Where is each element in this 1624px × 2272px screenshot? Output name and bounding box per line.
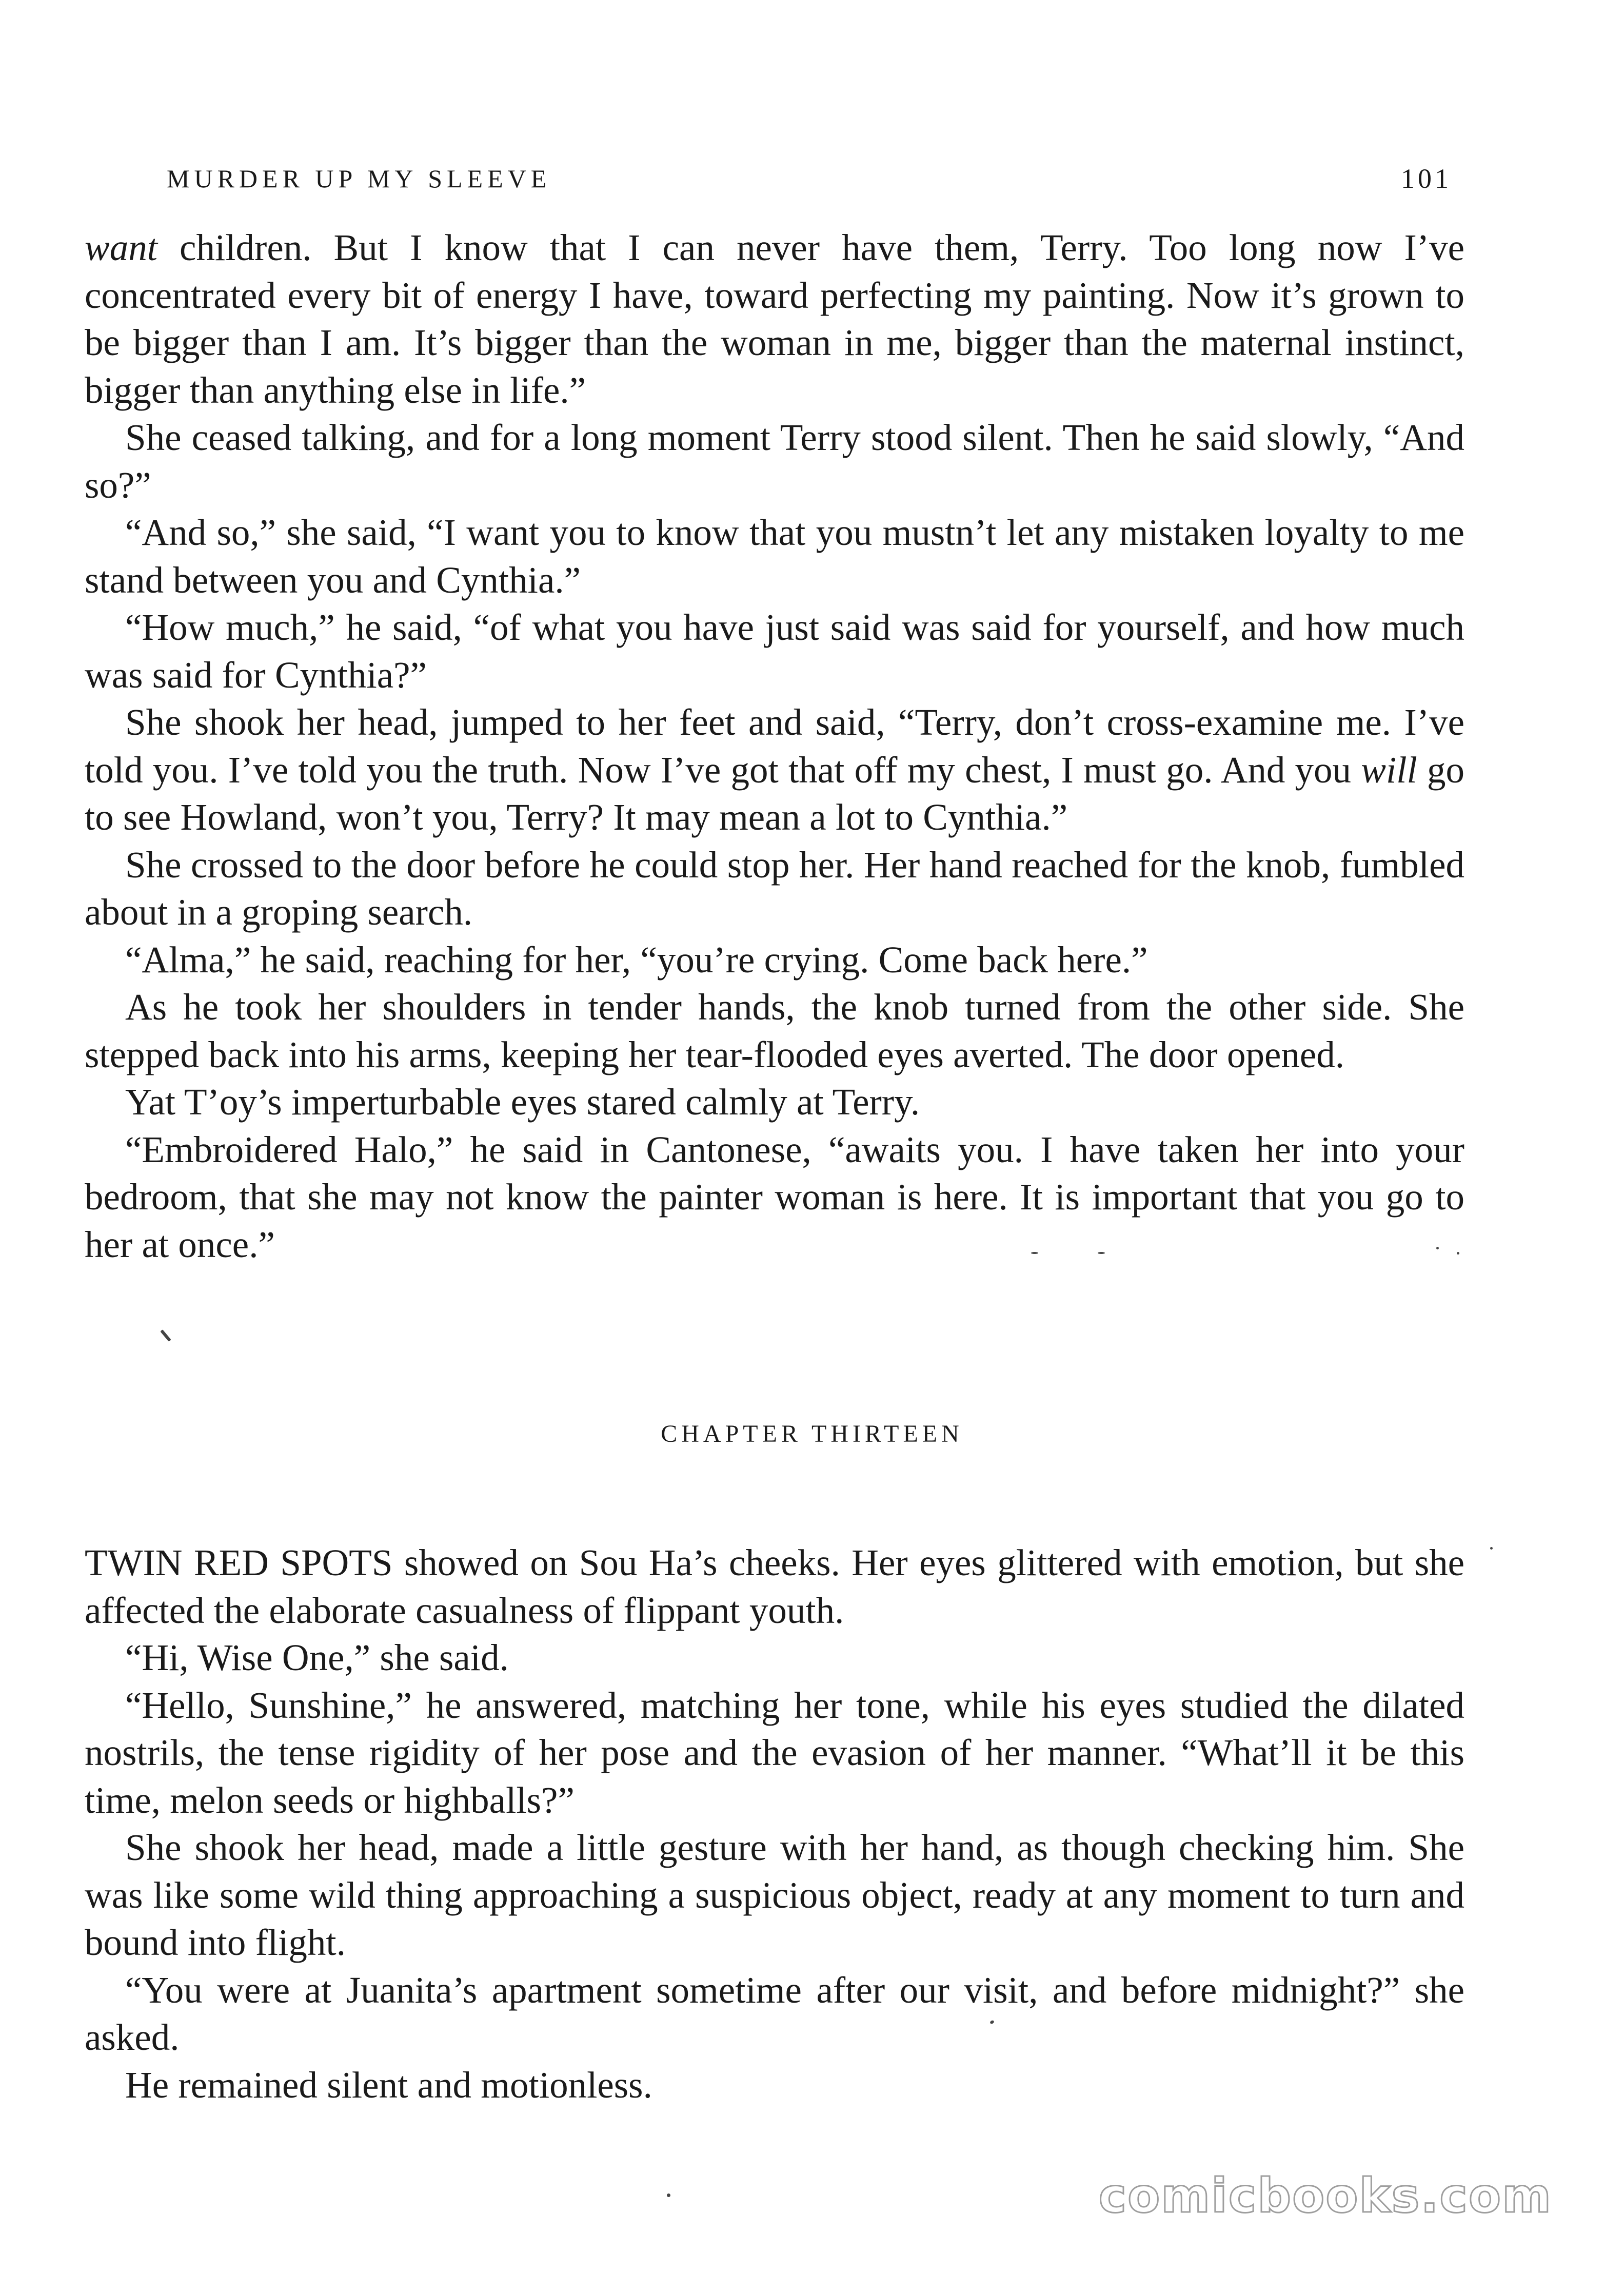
paragraph-text: children. But I know that I can never have them, Terry. Too long now I’ve concentrated every bit of energy I have, toward perfecting my painting. Now it’s grown to be bigger than I am. It’s bigger than the woman in me, bigger than the maternal instinct, bigger than anything else in life.” — [85, 227, 1464, 411]
text-section-1 — [85, 224, 1464, 1268]
chapter-heading: CHAPTER THIRTEEN — [661, 1420, 963, 1447]
paragraph: “Hello, Sunshine,” he answered, matching her tone, while his eyes studied the dilated nostrils, the tense rigidity of her pose and the evasion of her manner. “What’ll it be this time, melon seeds or highballs?” — [85, 1684, 1464, 1821]
paragraph: He remained silent and motionless. — [125, 2064, 652, 2106]
paragraph — [85, 224, 1464, 414]
paragraph — [85, 699, 1464, 841]
paragraph: Yat T’oy’s imperturbable eyes stared calmly at Terry. — [125, 1081, 920, 1123]
print-speck — [1098, 1252, 1105, 1254]
print-speck — [160, 1329, 171, 1342]
paragraph: As he took her shoulders in tender hands, the knob turned from the other side. She stepped back into his arms, keeping her tear-flooded eyes averted. The door opened. — [85, 986, 1464, 1075]
paragraph: She shook her head, made a little gesture with her hand, as though checking him. She was like some wild thing approaching a suspicious object, ready at any moment to turn and bound into flight. — [85, 1827, 1464, 1963]
running-title: MURDER UP MY SLEEVE — [167, 164, 551, 193]
print-speck — [1031, 1252, 1038, 1254]
paragraph: She crossed to the door before he could stop her. Her hand reached for the knob, fumbled about in a groping search. — [85, 844, 1464, 933]
emphasis: want — [85, 227, 157, 268]
paragraph: “Alma,” he said, reaching for her, “you’re crying. Come back here.” — [125, 938, 1148, 981]
running-head — [167, 163, 1452, 194]
text-section-2 — [85, 1539, 1464, 2109]
paragraph: “How much,” he said, “of what you have just said was said for yourself, and how much was said for Cynthia?” — [85, 606, 1464, 696]
paragraph: “Embroidered Halo,” he said in Cantonese, “awaits you. I have taken her into your bedroom, that she may not know the painter woman is here. It is important that you go to her at once.” — [85, 1128, 1464, 1265]
page-number: 101 — [1401, 163, 1452, 194]
paragraph: “Hi, Wise One,” she said. — [125, 1637, 509, 1678]
paragraph: TWIN RED SPOTS showed on Sou Ha’s cheeks. Her eyes glittered with emotion, but she affected the elaborate casualness of flippant youth. — [85, 1542, 1464, 1631]
paragraph: “And so,” she said, “I want you to know that you mustn’t let any mistaken loyalty to me stand between you and Cynthia.” — [85, 512, 1464, 601]
print-speck — [1490, 1547, 1493, 1550]
paragraph-text: go to see Howland, won’t you, Terry? It may mean a lot to Cynthia.” — [85, 749, 1465, 838]
print-speck — [667, 2193, 670, 2197]
paragraph: She ceased talking, and for a long moment Terry stood silent. Then he said slowly, “And so?” — [85, 417, 1464, 506]
paragraph-text: She shook her head, jumped to her feet and said, “Terry, don’t cross-examine me. I’ve told you. I’ve told you the truth. Now I’ve got that off my chest, I must go. And you — [85, 701, 1464, 791]
print-speck — [1436, 1247, 1439, 1249]
watermark: comicbooks.com — [1098, 2168, 1552, 2223]
paragraph: “You were at Juanita’s apartment sometime after our visit, and before midnight?” she asked. — [85, 1969, 1464, 2058]
emphasis: will — [1361, 749, 1417, 791]
print-speck — [1457, 1252, 1459, 1255]
